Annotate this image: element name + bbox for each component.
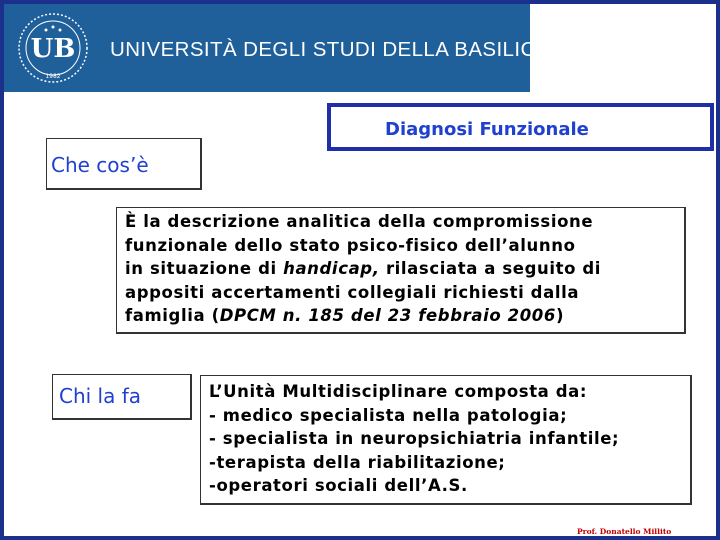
author-credit: Prof. Donatello Millito: [577, 527, 672, 536]
definition-line: in situazione di handicap, rilasciata a seguito di: [125, 259, 602, 278]
slide-title: Diagnosi Funzionale: [327, 103, 714, 151]
what-label: Che cos’è: [46, 138, 202, 190]
definition-line: famiglia (DPCM n. 185 del 23 febbraio 2006): [125, 306, 565, 325]
seal-year: 1982: [45, 73, 61, 80]
definition-line: È la descrizione analitica della compromissione: [125, 212, 594, 231]
university-header: [4, 4, 574, 92]
team-line: - medico specialista nella patologia;: [209, 405, 568, 425]
team-box: [200, 375, 692, 505]
definition-box: [116, 207, 686, 334]
team-line: L’Unità Multidisciplinare composta da:: [209, 382, 588, 401]
definition-line: appositi accertamenti collegiali richiesti dalla: [125, 282, 580, 302]
handicap-term: handicap,: [283, 259, 380, 278]
definition-line: funzionale dello stato psico-fisico dell’alunno: [125, 235, 576, 255]
team-line: - specialista in neuropsichiatria infantile;: [209, 429, 620, 448]
team-line: -operatori sociali dell’A.S.: [209, 476, 468, 495]
seal-letters: UB: [30, 34, 76, 64]
law-reference: DPCM n. 185 del 23 febbraio 2006: [219, 306, 556, 325]
slide-border-right: [716, 0, 720, 540]
who-label: Chi la fa: [52, 374, 192, 420]
university-seal-icon: [14, 12, 92, 84]
team-line: -terapista della riabilitazione;: [209, 452, 506, 472]
university-name: UNIVERSITÀ DEGLI STUDI DELLA BASILICATA: [110, 38, 574, 61]
slide-border-bottom: [0, 536, 720, 540]
